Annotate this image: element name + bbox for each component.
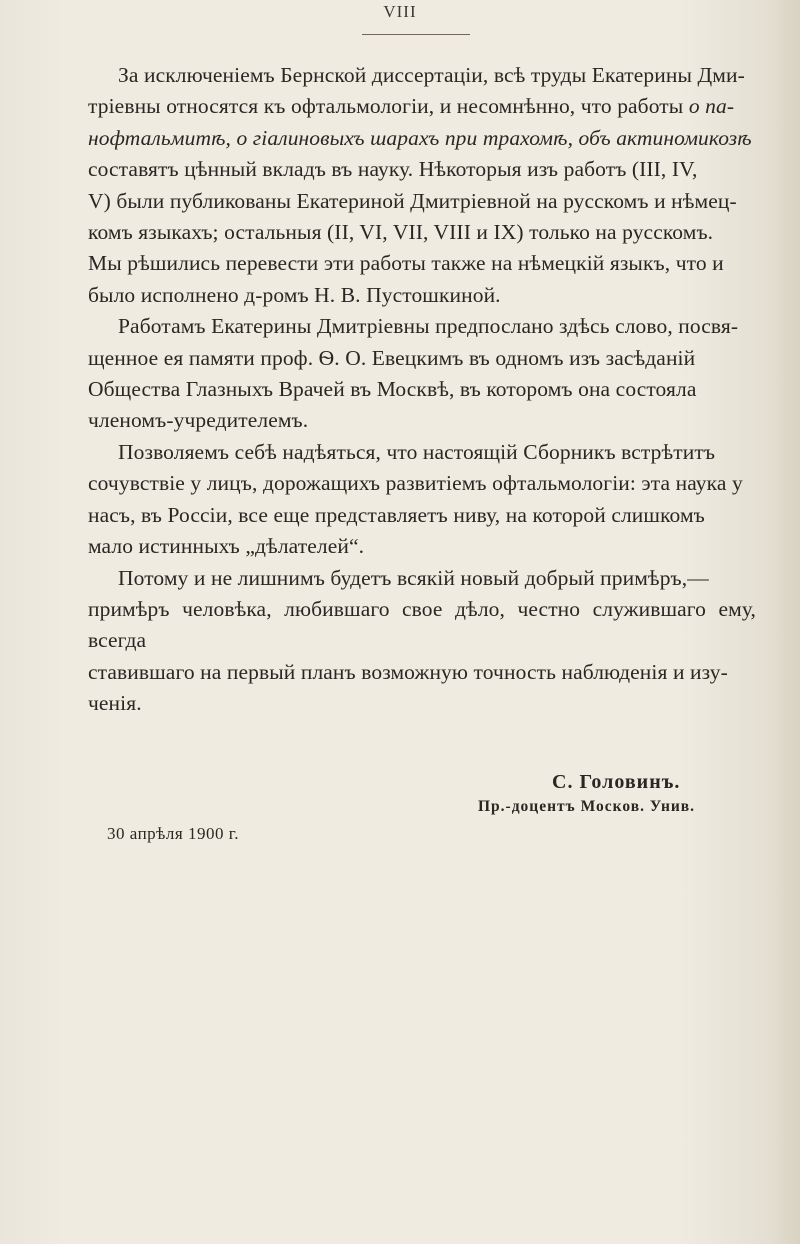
text-run: составятъ цѣнный вкладъ въ науку. Нѣкоторыя изъ работъ (III, IV, (88, 157, 698, 182)
text-run: членомъ-учредителемъ. (88, 408, 309, 433)
text-run: V) были публикованы Екатериной Дмитріевной на русскомъ и нѣмец- (88, 188, 737, 213)
page-number: VIII (383, 2, 417, 21)
signature-title: Пр.-доцентъ Москов. Унив. (478, 798, 696, 815)
text-run: тріевны относятся къ офтальмологіи, и несомнѣнно, что работы (88, 94, 689, 119)
paragraph (88, 437, 756, 563)
text-run: примѣръ человѣка, любившаго свое дѣло, честно служившаго ему, всегда (88, 596, 756, 653)
paragraph (88, 311, 756, 437)
text-run: насъ, въ Россіи, все еще представляетъ ниву, на которой слишкомъ (88, 502, 705, 527)
text-run: Позволяемъ себѣ надѣяться, что настоящій Сборникъ встрѣтитъ (118, 439, 716, 464)
text-run: ченія. (88, 691, 142, 716)
text-run: Общества Глазныхъ Врачей въ Москвѣ, въ которомъ она состояла (88, 377, 697, 402)
signature-name: С. Головинъ. (552, 771, 681, 793)
text-run: было исполнено д-ромъ Н. В. Пустошкиной. (88, 282, 501, 307)
date-line: 30 апрѣля 1900 г. (107, 824, 240, 843)
preface-body (88, 60, 756, 720)
text-run: щенное ея памяти проф. Ѳ. О. Евецкимъ въ одномъ изъ засѣданій (88, 345, 696, 370)
italic-title-run: нофтальмитѣ, о гіалиновыхъ шарахъ при трахомѣ, объ актиномикозѣ (88, 125, 752, 150)
paragraph (88, 563, 756, 720)
text-run: ставившаго на первый планъ возможную точность наблюденія и изу- (88, 659, 728, 684)
text-run: За исключеніемъ Бернской диссертаціи, всѣ труды Екатерины Дми- (118, 63, 745, 87)
paragraph (88, 60, 756, 311)
text-run: мало истинныхъ „дѣлателей“. (88, 534, 365, 559)
text-run: сочувствіе у лицъ, дорожащихъ развитіемъ офтальмологіи: эта наука у (88, 471, 743, 496)
text-run: Потому и не лишнимъ будетъ всякій новый добрый примѣръ,— (118, 565, 709, 590)
text-run: Мы рѣшились перевести эти работы также на нѣмецкій языкъ, что и (88, 251, 724, 276)
italic-title-run: о па- (688, 94, 735, 119)
header-rule (362, 34, 470, 35)
text-run: комъ языкахъ; остальныя (II, VI, VII, VIII и IX) только на русскомъ. (88, 220, 714, 245)
text-run: Работамъ Екатерины Дмитріевны предпослано здѣсь слово, посвя- (118, 314, 739, 339)
